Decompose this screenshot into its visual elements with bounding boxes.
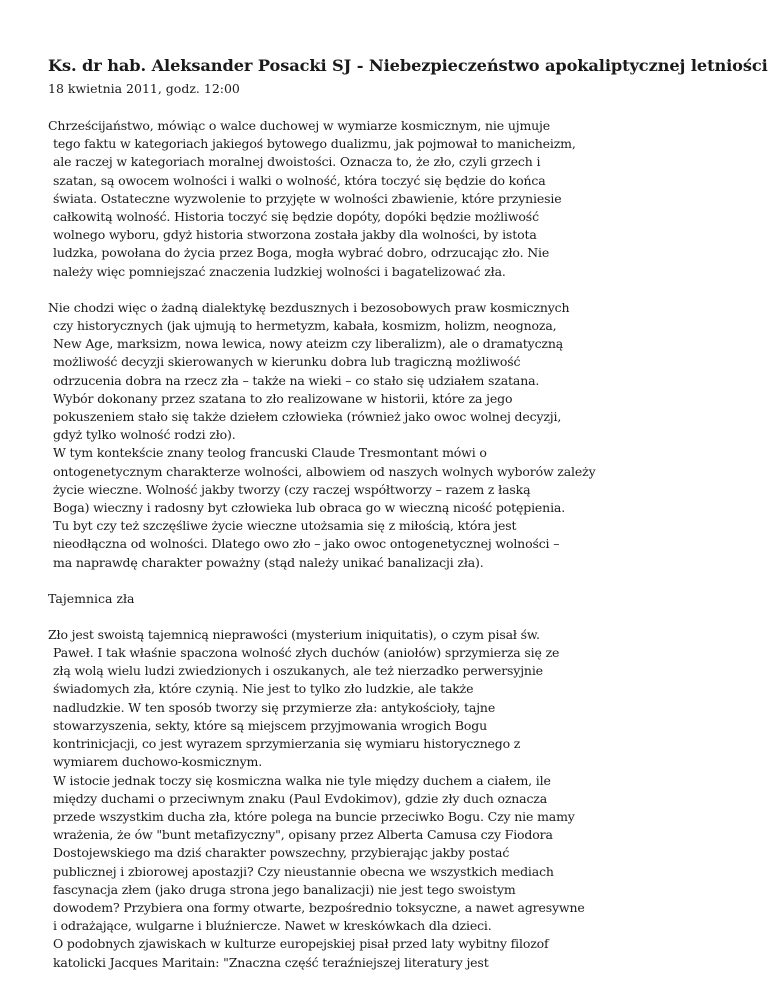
article-title xyxy=(48,54,768,78)
text-line: tego faktu w kategoriach jakiegoś bytowego dualizmu, jak pojmował to manicheizm, xyxy=(53,136,576,152)
text-line: i odrażające, wulgarne i bluźniercze. Nawet w kreskówkach dla dzieci. xyxy=(53,918,492,934)
text-line: przede wszystkim ducha zła, które polega na buncie przeciwko Bogu. Czy nie mamy xyxy=(53,808,575,824)
paragraph-2 xyxy=(48,299,738,572)
text-line: kontrinicjacji, co jest wyrazem sprzymierzania się wymiaru historycznego z xyxy=(53,736,521,752)
text-line: ontogenetycznym charakterze wolności, albowiem od naszych wolnych wyborów zależy xyxy=(53,463,596,479)
text-line: świadomych zła, które czynią. Nie jest to tylko zło ludzkie, ale także xyxy=(53,681,474,697)
article-headline: Niebezpieczeństwo apokaliptycznej letniości xyxy=(368,56,768,75)
text-line: ale raczej w kategoriach moralnej dwoistości. Oznacza to, że zło, czyli grzech i xyxy=(53,154,541,170)
text-line: należy więc pomniejszać znaczenia ludzkiej wolności i bagatelizować zła. xyxy=(53,263,506,279)
text-line: ludzka, powołana do życia przez Boga, mogła wybrać dobro, odrzucając zło. Nie xyxy=(53,245,550,261)
text-line: katolicki Jacques Maritain: "Znaczna część teraźniejszej literatury jest xyxy=(53,954,489,970)
text-line: nadludzkie. W ten sposób tworzy się przymierze zła: antykościoły, tajne xyxy=(53,699,496,715)
text-line: O podobnych zjawiskach w kulturze europejskiej pisał przed laty wybitny filozof xyxy=(53,936,549,952)
text-line: życie wieczne. Wolność jakby tworzy (czy raczej współtworzy – razem z łaską xyxy=(53,481,531,497)
paragraph-1 xyxy=(48,117,738,281)
text-line: możliwość decyzji skierowanych w kierunku dobra lub tragiczną możliwość xyxy=(53,354,521,370)
text-line: Wybór dokonany przez szatana to zło realizowane w historii, które za jego xyxy=(53,390,513,406)
publication-date: 18 kwietnia 2011, godz. 12:00 xyxy=(48,81,240,96)
text-line: wolnego wyboru, gdyż historia stworzona została jakby dla wolności, by istota xyxy=(53,227,537,243)
text-line: Tu byt czy też szczęśliwe życie wieczne utożsamia się z miłością, która jest xyxy=(53,518,517,534)
text-line: W tym kontekście znany teolog francuski Claude Tresmontant mówi o xyxy=(53,445,487,461)
text-line: gdyż tylko wolność rodzi zło). xyxy=(53,427,236,443)
text-line: złą wolą wielu ludzi zwiedzionych i oszukanych, ale też nierzadko perwersyjnie xyxy=(53,663,543,679)
text-line: dowodem? Przybiera ona formy otwarte, bezpośrednio toksyczne, a nawet agresywne xyxy=(53,899,585,915)
text-line: wymiarem duchowo-kosmicznym. xyxy=(53,754,263,770)
text-line: fascynacja złem (jako druga strona jego banalizacji) nie jest tego swoistym xyxy=(53,881,516,897)
text-line: szatan, są owocem wolności i walki o wolność, która toczyć się będzie do końca xyxy=(53,172,546,188)
section-heading: Tajemnica zła xyxy=(48,590,135,606)
text-line: czy historycznych (jak ujmują to hermetyzm, kabała, kosmizm, holizm, neognoza, xyxy=(53,318,557,334)
author-name: Ks. dr hab. Aleksander Posacki SJ - xyxy=(48,56,369,75)
text-line: Nie chodzi więc o żadną dialektykę bezdusznych i bezosobowych praw kosmicznych xyxy=(48,299,570,315)
text-line: W istocie jednak toczy się kosmiczna walka nie tyle między duchem a ciałem, ile xyxy=(53,772,551,788)
text-line: między duchami o przeciwnym znaku (Paul Evdokimov), gdzie zły duch oznacza xyxy=(53,790,548,806)
text-line: wrażenia, że ów "bunt metafizyczny", opisany przez Alberta Camusa czy Fiodora xyxy=(53,827,553,843)
text-line: Dostojewskiego ma dziś charakter powszechny, przybierając jakby postać xyxy=(53,845,510,861)
text-line: publicznej i zbiorowej apostazji? Czy nieustannie obecna we wszystkich mediach xyxy=(53,863,554,879)
text-line: New Age, marksizm, nowa lewica, nowy ateizm czy liberalizm), ale o dramatyczną xyxy=(53,336,564,352)
text-line: odrzucenia dobra na rzecz zła – także na wieki – co stało się udziałem szatana. xyxy=(53,372,540,388)
text-line: nieodłączna od wolności. Dlatego owo zło – jako owoc ontogenetycznej wolności – xyxy=(53,536,560,552)
paragraph-3 xyxy=(48,626,738,972)
text-line: Boga) wieczny i radosny byt człowieka lub obraca go w wieczną nicość potępienia. xyxy=(53,500,566,516)
text-line: Chrześcijaństwo, mówiąc o walce duchowej w wymiarze kosmicznym, nie ujmuje xyxy=(48,118,551,133)
document-page xyxy=(48,54,768,972)
text-line: całkowitą wolność. Historia toczyć się będzie dopóty, dopóki będzie możliwość xyxy=(53,209,539,225)
text-line: Zło jest swoistą tajemnicą nieprawości (mysterium iniquitatis), o czym pisał św. xyxy=(48,626,540,642)
text-line: stowarzyszenia, sekty, które są miejscem przyjmowania wrogich Bogu xyxy=(53,717,488,733)
text-line: pokuszeniem stało się także dziełem człowieka (również jako owoc wolnej decyzji, xyxy=(53,409,562,425)
text-line: ma naprawdę charakter poważny (stąd należy unikać banalizacji zła). xyxy=(53,554,484,570)
text-line: świata. Ostateczne wyzwolenie to przyjęte w wolności zbawienie, które przyniesie xyxy=(53,190,562,206)
text-line: Paweł. I tak właśnie spaczona wolność złych duchów (aniołów) sprzymierza się ze xyxy=(53,645,560,661)
